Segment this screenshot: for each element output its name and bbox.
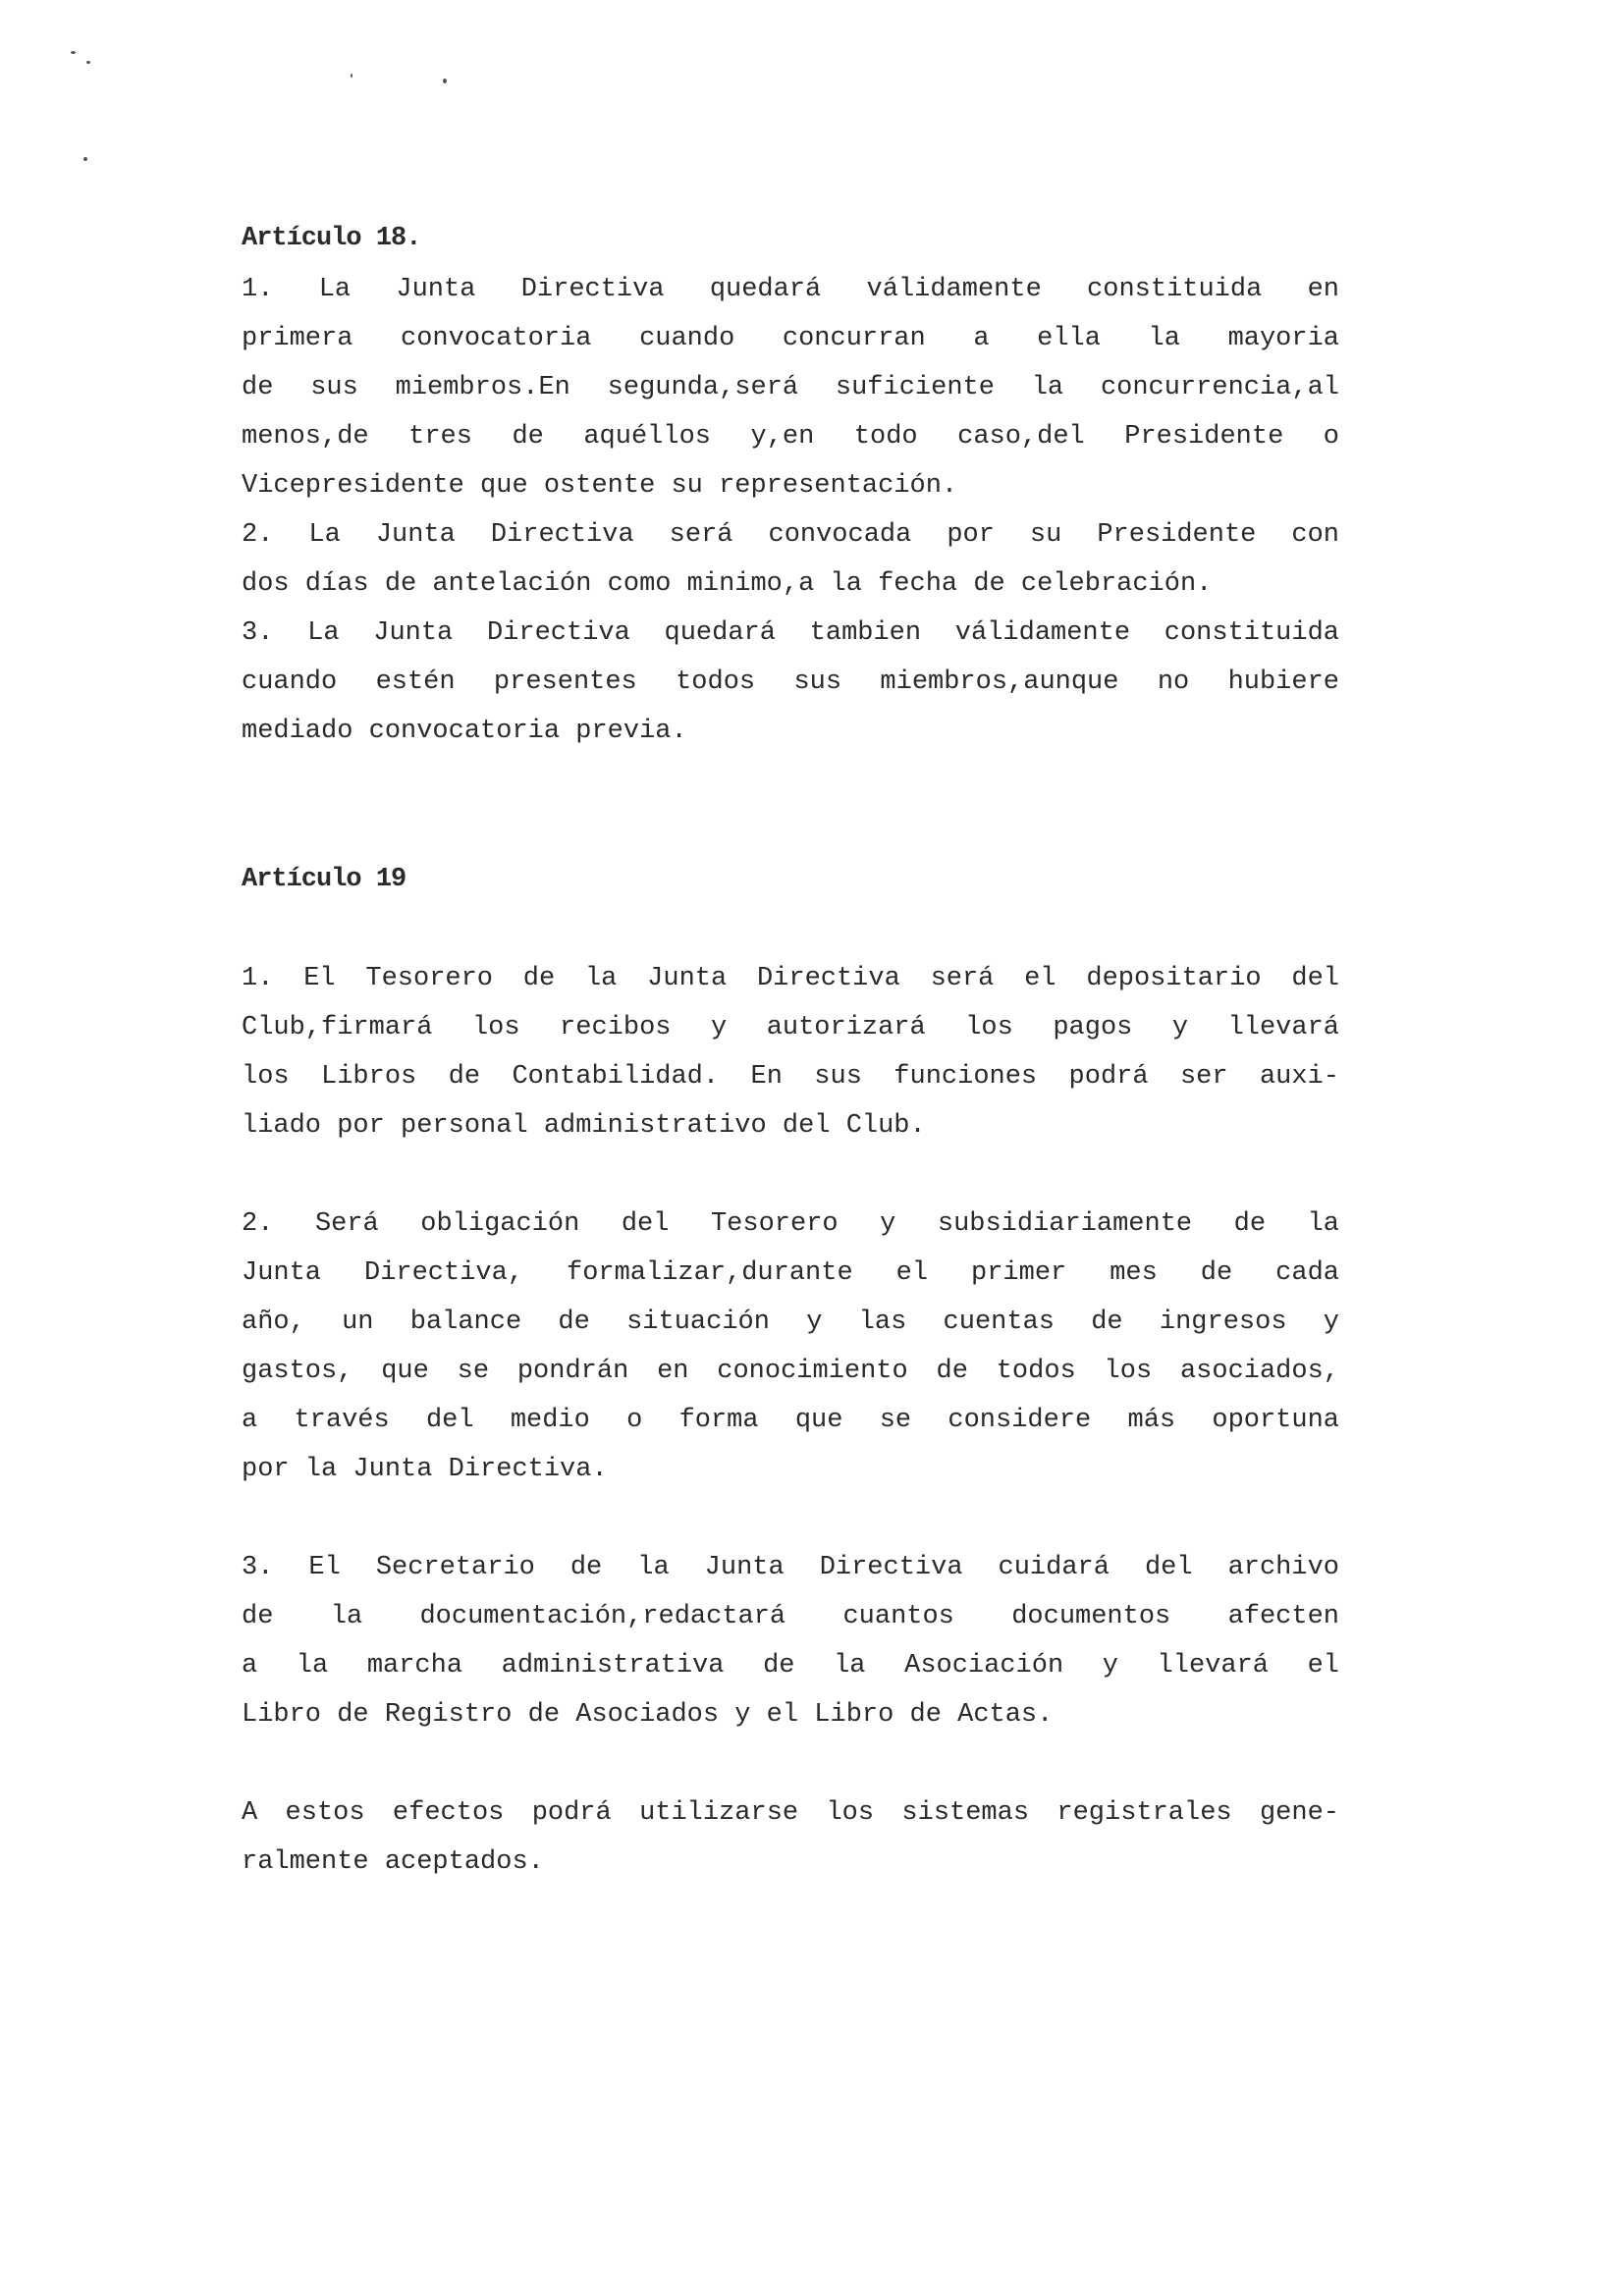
scan-speck [71, 51, 76, 54]
text-line: 2. La Junta Directiva será convocada por su Presidente con [242, 520, 1339, 550]
paragraph [242, 609, 1339, 756]
paragraph [242, 1200, 1339, 1494]
text-line: primera convocatoria cuando concurran a ella la mayoria [242, 324, 1339, 353]
text-line: 3. El Secretario de la Junta Directiva cuidará del archivo [242, 1553, 1339, 1582]
article-section [242, 855, 1339, 1887]
text-line: cuando estén presentes todos sus miembros,aunque no hubiere [242, 667, 1339, 697]
document-page [242, 214, 1339, 1986]
scan-speck [443, 79, 447, 83]
text-line: mediado convocatoria previa. [242, 717, 687, 746]
text-line: por la Junta Directiva. [242, 1455, 608, 1484]
text-line: año, un balance de situación y las cuentas de ingresos y [242, 1308, 1339, 1337]
text-line: Junta Directiva, formalizar,durante el primer mes de cada [242, 1258, 1339, 1288]
text-line: de la documentación,redactará cuantos documentos afecten [242, 1602, 1339, 1631]
paragraph [242, 1789, 1339, 1887]
paragraph [242, 265, 1339, 510]
scan-speck [351, 74, 352, 78]
text-line: 3. La Junta Directiva quedará tambien válidamente constituida [242, 618, 1339, 648]
text-line: a través del medio o forma que se considere más oportuna [242, 1406, 1339, 1435]
text-line: menos,de tres de aquéllos y,en todo caso,del Presidente o [242, 422, 1339, 452]
paragraph [242, 1543, 1339, 1739]
article-section [242, 214, 1339, 756]
paragraph [242, 510, 1339, 609]
text-line: Club,firmará los recibos y autorizará los pagos y llevará [242, 1013, 1339, 1042]
text-line: ralmente aceptados. [242, 1847, 544, 1877]
text-line: A estos efectos podrá utilizarse los sistemas registrales gene- [242, 1798, 1339, 1828]
paragraph [242, 954, 1339, 1150]
text-line: 1. El Tesorero de la Junta Directiva será el depositario del [242, 964, 1339, 993]
text-line: de sus miembros.En segunda,será suficiente la concurrencia,al [242, 373, 1339, 402]
text-line: Libro de Registro de Asociados y el Libro de Actas. [242, 1700, 1054, 1730]
text-line: 1. La Junta Directiva quedará válidamente constituida en [242, 275, 1339, 304]
article-heading: Artículo 19 [242, 865, 406, 894]
article-heading: Artículo 18. [242, 224, 421, 253]
text-line: gastos, que se pondrán en conocimiento de todos los asociados, [242, 1357, 1339, 1386]
scan-speck [86, 61, 90, 64]
text-line: 2. Será obligación del Tesorero y subsidiariamente de la [242, 1209, 1339, 1239]
text-line: dos días de antelación como minimo,a la fecha de celebración. [242, 569, 1213, 599]
text-line: Vicepresidente que ostente su representación. [242, 471, 958, 501]
text-line: los Libros de Contabilidad. En sus funciones podrá ser auxi- [242, 1062, 1339, 1092]
text-line: a la marcha administrativa de la Asociación y llevará el [242, 1651, 1339, 1681]
scan-speck [83, 157, 87, 161]
text-line: liado por personal administrativo del Club. [242, 1111, 926, 1141]
